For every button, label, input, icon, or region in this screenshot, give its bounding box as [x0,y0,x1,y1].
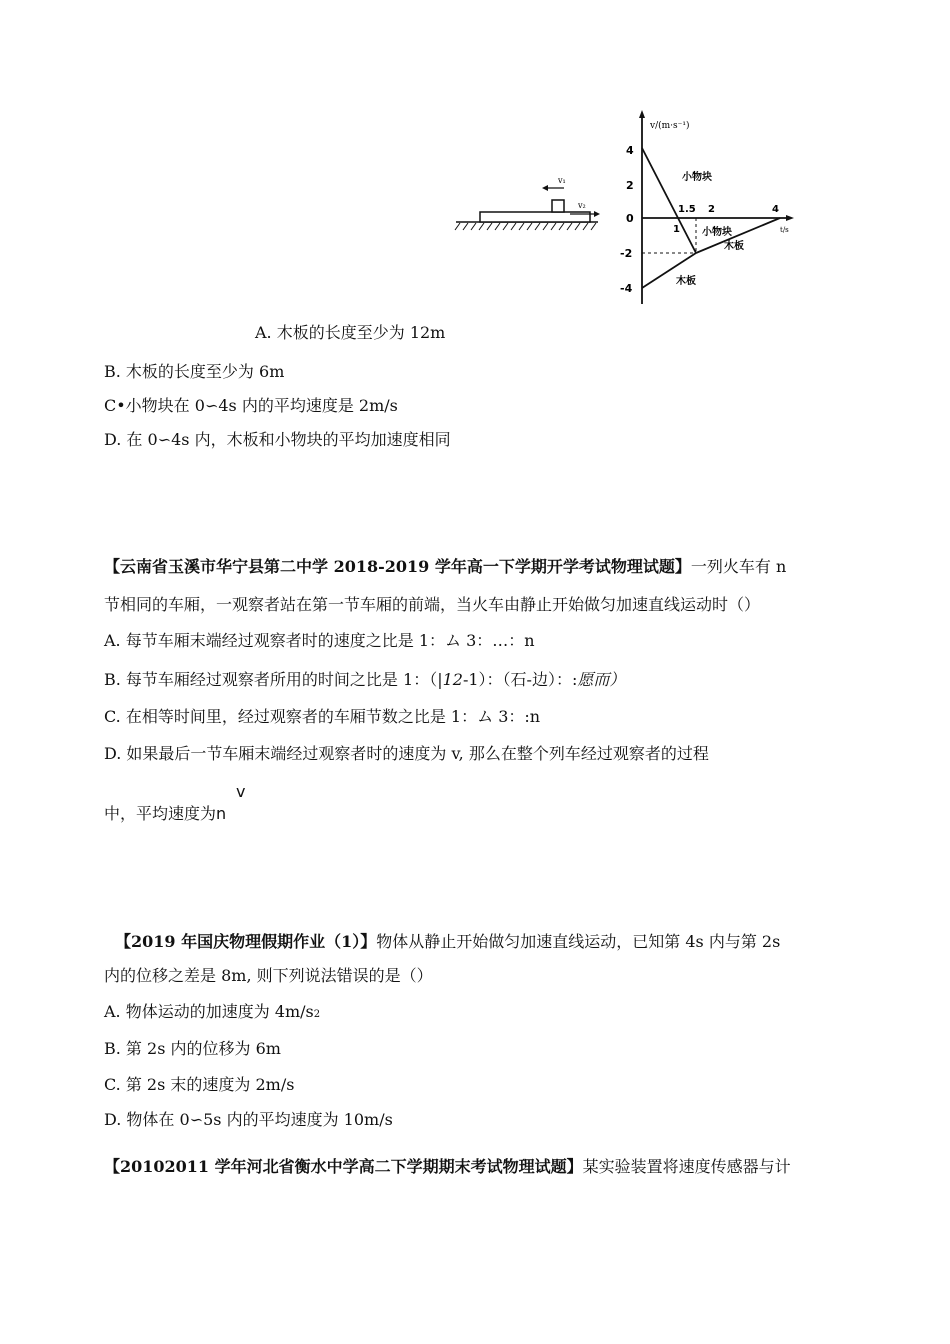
board-label-right: 木板 [724,241,744,252]
q2-stem-line1 [104,557,786,577]
q1-option-a: A. 木板的长度至少为 12m [255,323,446,342]
q3-stem-line2: 内的位移之差是 8m, 则下列说法错误的是（） [104,966,433,985]
velocity-time-graph [612,108,802,308]
q2-option-b [104,670,625,690]
v2-label: v₂ [578,201,586,210]
v1-label: v₁ [558,176,566,185]
q4-source: 【20102011 学年河北省衡水中学高二下学期期末考试物理试题】 [104,1157,583,1176]
x-tick: 1 [673,224,680,235]
x-tick: 1.5 [678,204,696,215]
q2-source: 【云南省玉溪市华宁县第二中学 2018-2019 学年高一下学期开学考试物理试题】 [104,557,691,576]
q2-option-b-sqrt: |12 [437,670,463,689]
q2-stem-start: 一列火车有 n [690,557,787,576]
block-label-upper: 小物块 [682,172,712,183]
y-tick: -2 [620,247,633,260]
block [552,200,564,212]
q3-option-b: B. 第 2s 内的位移为 6m [104,1039,281,1058]
q2-option-d-cont [104,804,226,824]
q2-option-d: D. 如果最后一节车厢末端经过观察者时的速度为 v, 那么在整个列车经过观察者的过程 [104,744,709,763]
q3-option-c: C. 第 2s 末的速度为 2m/s [104,1075,295,1094]
y-tick: 0 [626,212,634,225]
y-axis-label: v/(m·s⁻¹) [650,121,690,131]
q1-option-b: B. 木板的长度至少为 6m [104,362,285,381]
q2-option-d-cont-text: 中，平均速度为 [104,804,217,823]
x-axis-label: t/s [780,226,789,234]
q3-option-a-text: A. 物体运动的加速度为 4m/s [104,1002,314,1021]
board-label-lower: 木板 [676,276,696,287]
q3-source: 【2019 年国庆物理假期作业（1）】 [115,932,377,951]
x-tick: 4 [772,204,779,215]
q2-option-b-text: B. 每节车厢经过观察者所用的时间之比是 1：（ [104,670,438,689]
q2-stem-line2: 节相同的车厢，一观察者站在第一节车厢的前端，当火车由静止开始做匀加速直线运动时（） [104,595,761,614]
q2-option-c: C. 在相等时间里，经过观察者的车厢节数之比是 1：ム 3：:n [104,707,541,726]
q1-option-d: D. 在 0∽4s 内，木板和小物块的平均加速度相同 [104,430,451,449]
x-tick: 2 [708,204,715,215]
q2-fraction-numerator: v [236,782,246,801]
board-block-sketch [452,170,612,240]
q2-option-b-end: 愿而） [577,670,626,689]
q4-stem-start: 某实验装置将速度传感器与计 [582,1157,791,1176]
q2-fraction-denominator: n [216,804,227,823]
y-tick: 4 [626,144,634,157]
y-tick: 2 [626,179,634,192]
q3-option-d: D. 物体在 0∽5s 内的平均速度为 10m/s [104,1110,393,1129]
q3-stem-line1 [115,932,780,952]
block-label-lower: 小物块 [702,227,732,238]
q1-option-c: C•小物块在 0∽4s 内的平均速度是 2m/s [104,396,398,415]
q3-option-a-sub: 2 [313,1009,321,1020]
y-tick: -4 [620,282,633,295]
q4-stem-line1 [104,1157,791,1177]
block-line [642,148,696,253]
q2-option-a: A. 每节车厢末端经过观察者时的速度之比是 1：ム 3：…：n [104,631,535,650]
q3-stem-start: 物体从静止开始做匀加速直线运动，已知第 4s 内与第 2s [376,932,781,951]
q2-option-b-text2: -1）：（石-边）：: [462,670,578,689]
q3-option-a [104,1002,320,1025]
